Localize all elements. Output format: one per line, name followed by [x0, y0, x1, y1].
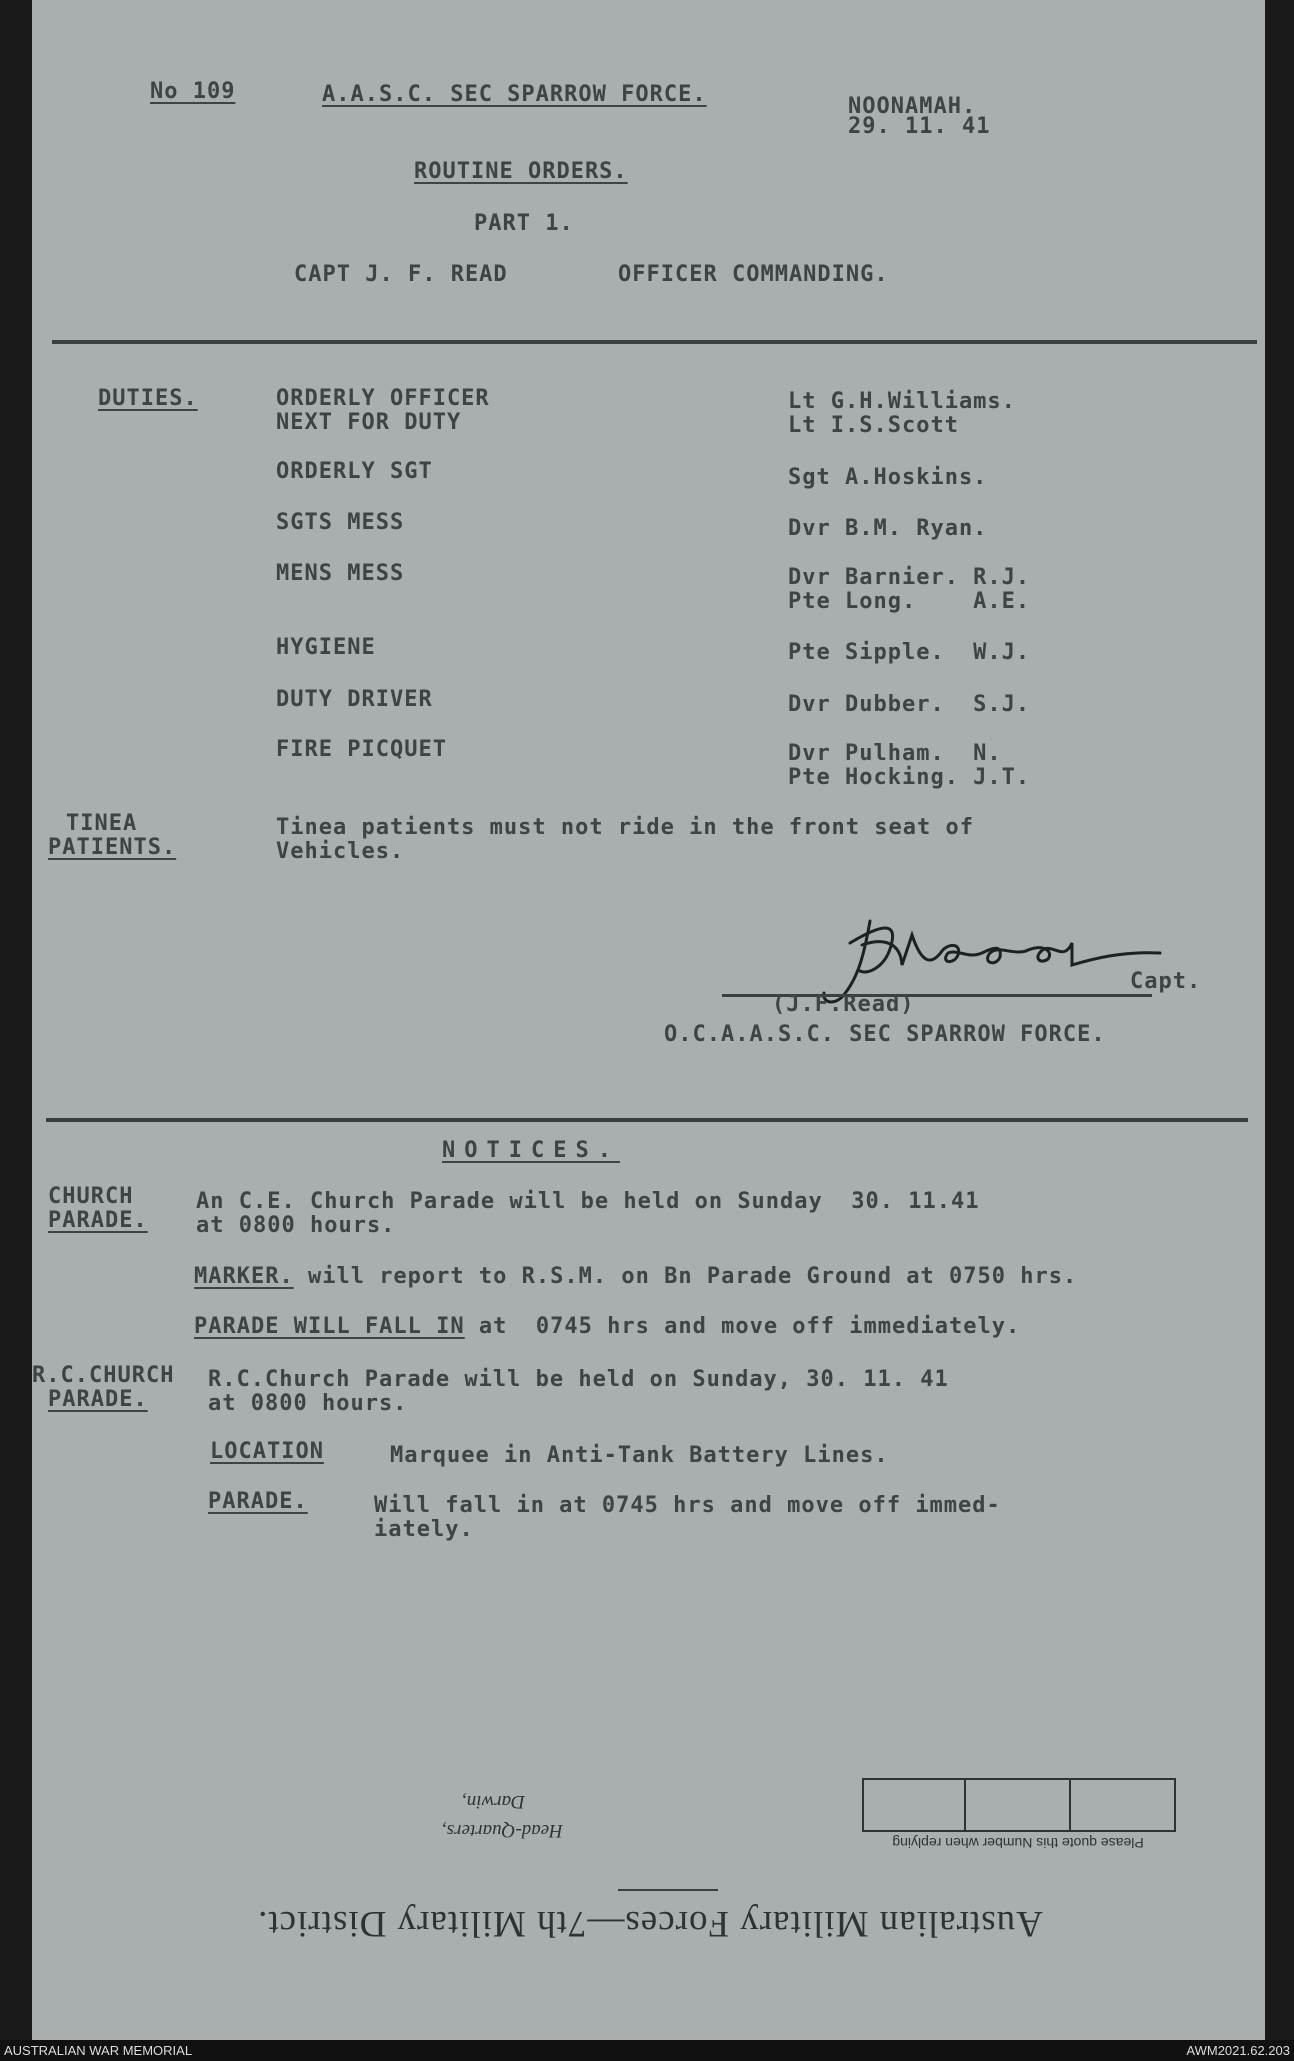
church-parade-text: An C.E. Church Parade will be held on Sunday 30. 11.41 — [196, 1189, 980, 1214]
marker-notice — [194, 1265, 1077, 1289]
duty-name: Dvr Dubber. S.J. — [788, 692, 1031, 717]
tinea-text: Vehicles. — [276, 839, 405, 864]
marker-label: MARKER. — [194, 1264, 294, 1289]
commander-role: OFFICER COMMANDING. — [618, 262, 889, 287]
rc-church-heading: R.C.CHURCH — [32, 1363, 175, 1388]
order-date: 29. 11. 41 — [848, 114, 991, 139]
marker-text: will report to R.S.M. on Bn Parade Ground at 0750 hrs. — [293, 1264, 1078, 1289]
rc-church-heading: PARADE. — [48, 1387, 148, 1412]
duty-name: Dvr Pulham. N. — [788, 741, 1002, 766]
location-text: Marquee in Anti-Tank Battery Lines. — [390, 1443, 889, 1468]
part-label: PART 1. — [474, 211, 574, 236]
duty-label: HYGIENE — [276, 635, 376, 660]
letterhead-quote: Please quote this Number when replying — [892, 1835, 1144, 1851]
duty-label: NEXT FOR DUTY — [276, 410, 462, 435]
fall-in-notice — [194, 1315, 1020, 1339]
duty-name: Pte Hocking. J.T. — [788, 765, 1031, 790]
duty-label: SGTS MESS — [276, 510, 405, 535]
document-title: ROUTINE ORDERS. — [414, 159, 628, 184]
fall-in-text: at 0745 hrs and move off immediately. — [464, 1314, 1021, 1339]
tinea-heading: PATIENTS. — [48, 835, 177, 860]
tinea-heading: TINEA — [66, 811, 138, 836]
parade-text: Will fall in at 0745 hrs and move off immed- — [374, 1493, 1001, 1518]
archive-name: AUSTRALIAN WAR MEMORIAL — [4, 2043, 193, 2058]
header-divider — [52, 340, 1257, 344]
fall-in-label: PARADE WILL FALL IN — [194, 1314, 465, 1339]
signature-name: (J.F.Read) — [772, 992, 915, 1017]
duty-name: Dvr Barnier. R.J. — [788, 565, 1031, 590]
duty-label: DUTY DRIVER — [276, 687, 433, 712]
archive-reference: AWM2021.62.203 — [1186, 2043, 1290, 2058]
archive-footer — [0, 2040, 1294, 2061]
rc-church-text: R.C.Church Parade will be held on Sunday, 30. 11. 41 — [208, 1367, 949, 1392]
parade-label: PARADE. — [208, 1489, 308, 1514]
church-parade-heading: PARADE. — [48, 1208, 148, 1233]
location-label: LOCATION — [210, 1439, 324, 1464]
letterhead-title: Australian Military Forces—7th Military District. — [257, 1903, 1043, 1944]
commander-name: CAPT J. F. READ — [294, 262, 508, 287]
duty-label: ORDERLY OFFICER — [276, 386, 490, 411]
order-number: No 109 — [150, 79, 236, 104]
letterhead-city: Darwin, — [462, 1791, 525, 1812]
duty-name: Sgt A.Hoskins. — [788, 465, 988, 490]
letterhead-hq: Head-Quarters, — [442, 1820, 563, 1841]
parade-text: iately. — [374, 1517, 474, 1542]
letterhead-rule — [618, 1889, 718, 1891]
duty-label: MENS MESS — [276, 561, 405, 586]
rc-church-text: at 0800 hours. — [208, 1391, 408, 1416]
duty-name: Lt I.S.Scott — [788, 413, 959, 438]
church-parade-text: at 0800 hours. — [196, 1213, 396, 1238]
unit-name: A.A.S.C. SEC SPARROW FORCE. — [322, 82, 707, 107]
document-page — [32, 0, 1265, 2040]
reference-number-box — [862, 1778, 1176, 1832]
duty-name: Pte Sipple. W.J. — [788, 640, 1031, 665]
duty-label: ORDERLY SGT — [276, 459, 433, 484]
duty-name: Lt G.H.Williams. — [788, 389, 1016, 414]
duties-heading: DUTIES. — [98, 386, 198, 411]
tinea-text: Tinea patients must not ride in the front seat of — [276, 815, 975, 840]
place-name: NOONAMAH. — [848, 94, 977, 119]
signature-title: O.C.A.A.S.C. SEC SPARROW FORCE. — [664, 1022, 1106, 1047]
duty-name: Dvr B.M. Ryan. — [788, 516, 988, 541]
duty-label: FIRE PICQUET — [276, 737, 447, 762]
church-parade-heading: CHURCH — [48, 1184, 134, 1209]
notices-heading: NOTICES. — [442, 1138, 620, 1163]
notices-divider — [46, 1118, 1248, 1122]
duty-name: Pte Long. A.E. — [788, 589, 1031, 614]
signature-rank: Capt. — [1130, 969, 1202, 994]
